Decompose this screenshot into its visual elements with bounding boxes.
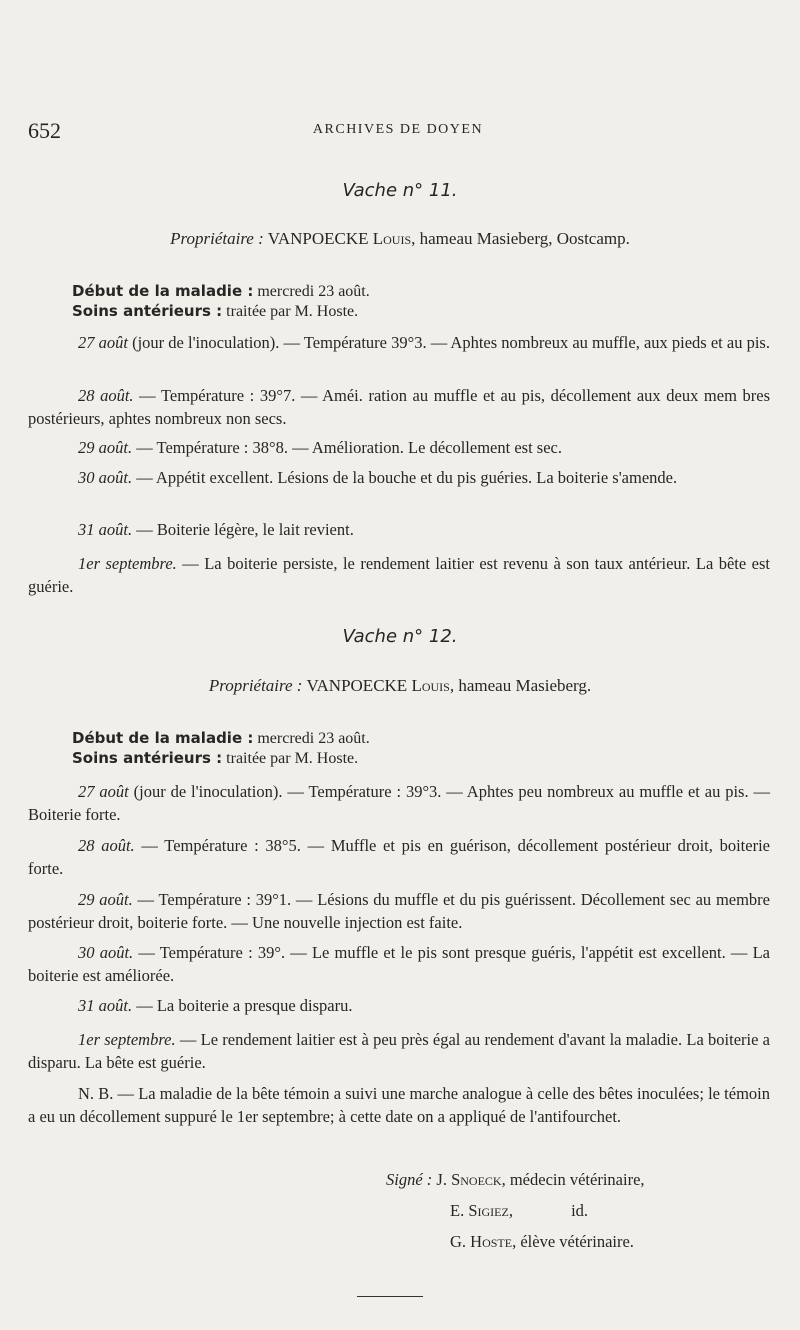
journal-entry (28, 888, 770, 934)
onset-value: mercredi 23 août. (257, 283, 370, 300)
entry-text: — La boiterie persiste, le rendement laitier est revenu à son taux antérieur. La bête est guérie. (28, 554, 770, 596)
signatory-initial: G. (450, 1232, 467, 1251)
entry-text: (jour de l'inoculation). — Température 39°3. — Aphtes nombreux au muffle, aux pieds et au pis. (132, 333, 770, 352)
signatory-role: élève vétérinaire. (520, 1232, 634, 1251)
prior-care-value: traitée par M. Hoste. (226, 750, 359, 767)
entry-date: 1er septembre. (78, 1030, 176, 1049)
journal-entry (28, 331, 770, 354)
entry-date: 30 août. (78, 943, 134, 962)
entry-text: — Appétit excellent. Lésions de la bouche et du pis guéries. La boiterie s'amende. (136, 468, 678, 487)
running-title: ARCHIVES DE DOYEN (312, 122, 484, 137)
onset-label: Début de la maladie : (72, 282, 254, 300)
onset-line (72, 282, 370, 301)
journal-entry (28, 994, 770, 1017)
entry-text: — Le rendement laitier est à peu près égal au rendement d'avant la maladie. La boiterie a disparu. La bête est guérie. (28, 1030, 771, 1072)
prior-care-value: traitée par M. Hoste. (226, 303, 359, 320)
owner-first-name: Louis, (411, 676, 455, 695)
prior-care-line (72, 749, 358, 768)
entry-text: — Température : 38°8. — Amélioration. Le décollement est sec. (136, 438, 562, 457)
entry-text: — Température : 38°5. — Muffle et pis en guérison, décollement postérieur droit, boiterie forte. (28, 836, 770, 878)
signatory-name: Hoste, (470, 1232, 517, 1251)
entry-text: — Température : 39°7. — Améi. ration au muffle et au pis, décollement aux deux mem bres postérieurs, aphtes nombreux non secs. (28, 386, 771, 428)
entry-date: 31 août. (78, 996, 133, 1015)
onset-label: Début de la maladie : (72, 729, 254, 747)
entry-date: 29 août. (78, 890, 133, 909)
entry-date: 29 août. (78, 438, 133, 457)
section-heading: Vache n° 12. (342, 626, 458, 647)
page-header (28, 118, 768, 144)
entry-date: 31 août. (78, 520, 133, 539)
journal-entry (28, 1028, 770, 1074)
entry-date: 30 août. (78, 468, 133, 487)
owner-address: hameau Masieberg, Oostcamp. (419, 229, 630, 248)
signatory-name: Snoeck, (451, 1170, 506, 1189)
owner-label: Propriétaire : (208, 676, 303, 695)
prior-care-label: Soins antérieurs : (72, 749, 223, 767)
signature-line (450, 1232, 634, 1252)
journal-entry (28, 941, 770, 987)
journal-entry (28, 466, 770, 489)
journal-entry (28, 436, 770, 459)
owner-line (0, 676, 800, 696)
onset-value: mercredi 23 août. (257, 730, 370, 747)
entry-date: 28 août. (78, 836, 135, 855)
owner-name: VANPOECKE (267, 229, 369, 248)
prior-care-line (72, 302, 358, 321)
entry-date: 27 août (78, 782, 129, 801)
owner-first-name: Louis, (372, 229, 416, 248)
owner-label: Propriétaire : (170, 229, 264, 248)
prior-care-label: Soins antérieurs : (72, 302, 223, 320)
journal-entry (28, 518, 770, 541)
entry-text: — Température : 39°. — Le muffle et le pis sont presque guéris, l'appétit est excellent. — La boiterie est améliorée. (28, 943, 771, 985)
page-number: 652 (28, 118, 61, 143)
section-heading: Vache n° 11. (342, 180, 458, 201)
onset-line (72, 729, 370, 748)
signatory-initial: E. (450, 1201, 465, 1220)
entry-date: 28 août. (78, 386, 134, 405)
nota-bene: N. B. — La maladie de la bête témoin a suivi une marche analogue à celle des bêtes inoculées; le témoin a eu un décollement suppuré le 1er septembre; à cette date on a appliqué de l'antifourchet. (28, 1084, 770, 1126)
signatory-role: id. (571, 1201, 589, 1220)
entry-text: (jour de l'inoculation). — Température : 39°3. — Aphtes peu nombreux au muffle et au pis. — Boiterie forte. (28, 782, 770, 824)
closing-rule (357, 1296, 423, 1297)
entry-text: — Boiterie légère, le lait revient. (136, 520, 354, 539)
journal-entry (28, 780, 770, 826)
journal-entry (28, 834, 770, 880)
entry-date: 1er septembre. (78, 554, 177, 573)
journal-entry (28, 384, 770, 430)
entry-date: 27 août (78, 333, 128, 352)
entry-text: — La boiterie a presque disparu. (136, 996, 353, 1015)
signatory-role: médecin vétérinaire, (509, 1170, 645, 1189)
owner-address: hameau Masieberg. (458, 676, 592, 695)
signatory-name: Sigiez, (468, 1201, 513, 1220)
owner-name: VANPOECKE (306, 676, 408, 695)
signatory-initial: J. (436, 1170, 447, 1189)
signature-line (386, 1170, 645, 1190)
entry-text: — Température : 39°1. — Lésions du muffle et du pis guérissent. Décollement sec au membre postérieur droit, boiterie forte. — Une nouvelle injection est faite. (28, 890, 771, 932)
signature-label: Signé : (386, 1170, 433, 1189)
signature-line (450, 1201, 588, 1221)
journal-entry (28, 552, 770, 598)
owner-line (0, 229, 800, 249)
